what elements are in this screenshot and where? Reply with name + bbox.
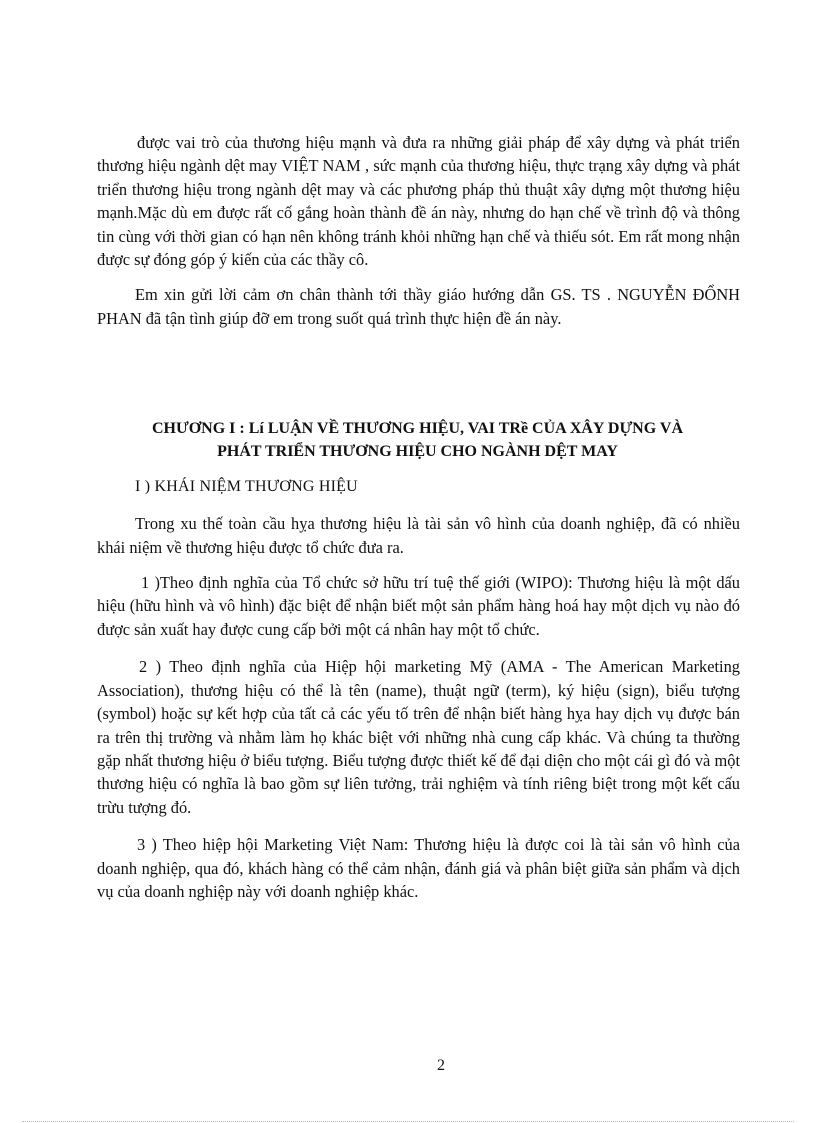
- page-content: [97, 131, 740, 903]
- body-paragraph-1: Trong xu thế toàn cầu hỵa thương hiệu là tài sản vô hình của doanh nghiệp, đã có nhiều khái niệm về thương hiệu được tổ chức đưa ra.: [97, 514, 740, 557]
- section-heading: I ) KHÁI NIỆM THƯƠNG HIỆU: [135, 478, 358, 496]
- page-number: 2: [437, 1057, 445, 1074]
- chapter-title-line-1: CHƯƠNG I : Lí LUẬN VỀ THƯƠNG HIỆU, VAI TRề CỦA XÂY DỰNG VÀ: [151, 420, 683, 438]
- page-bottom-edge: [22, 1121, 794, 1122]
- intro-paragraph-1: được vai trò của thương hiệu mạnh và đưa ra những giải pháp để xây dựng và phát triển thương hiệu ngành dệt may VIỆT NAM , sức mạnh của thương hiệu, thực trạng xây dựng và phát triển thương hiệu trong ngành dệt may và các phương pháp thủ thuật xây dựng một thương hiệu mạnh.Mặc dù em được rất cố gắng hoàn thành đề án này, nhưng do hạn chế về trình độ và thông tin cùng với thời gian có hạn nên không tránh khỏi những hạn chế và thiếu sót. Em rất mong nhận được sự đóng góp ý kiến của các thầy cô.: [97, 133, 740, 270]
- intro-paragraph-2: Em xin gửi lời cảm ơn chân thành tới thầy giáo hướng dẫn GS. TS . NGUYỄN ĐỔNH PHAN đã tận tình giúp đỡ em trong suốt quá trình thực hiện đề án này.: [97, 285, 740, 328]
- body-paragraph-4: 3 ) Theo hiệp hội Marketing Việt Nam: Thương hiệu là được coi là tài sản vô hình của doanh nghiệp, qua đó, khách hàng có thể cảm nhận, đánh giá và phân biệt giữa sản phẩm và dịch vụ của doanh nghiệp này với doanh nghiệp khác.: [97, 835, 740, 901]
- body-paragraph-2: 1 )Theo định nghĩa của Tổ chức sở hữu trí tuệ thế giới (WIPO): Thương hiệu là một dấu hiệu (hữu hình và vô hình) đặc biệt để nhận biết một sản phẩm hàng hoá hay một dịch vụ nào đó được sản xuất hay được cung cấp bởi một cá nhân hay một tổ chức.: [97, 573, 740, 639]
- chapter-title: [87, 417, 748, 463]
- body-paragraph-3: 2 ) Theo định nghĩa của Hiệp hội marketing Mỹ (AMA - The American Marketing Association), thương hiệu có thể là tên (name), thuật ngữ (term), ký hiệu (sign), biểu tượng (symbol) hoặc sự kết hợp của tất cả các yếu tố trên để nhận biết hàng hỵa hay dịch vụ được bán ra trên thị trường và nhằm làm họ khác biệt với những nhà cung cấp khác. Và chúng ta thường gặp nhất thương hiệu ở biểu tượng. Biểu tượng được thiết kế để đại diện cho một cái gì đó và một thương hiệu có nghĩa là bao gồm sự liên tưởng, trải nghiệm và tính riêng biệt trong một kết cấu trừu tượng đó.: [97, 657, 740, 817]
- chapter-title-line-2: PHÁT TRIỂN THƯƠNG HIỆU CHO NGÀNH DỆT MAY: [217, 443, 618, 461]
